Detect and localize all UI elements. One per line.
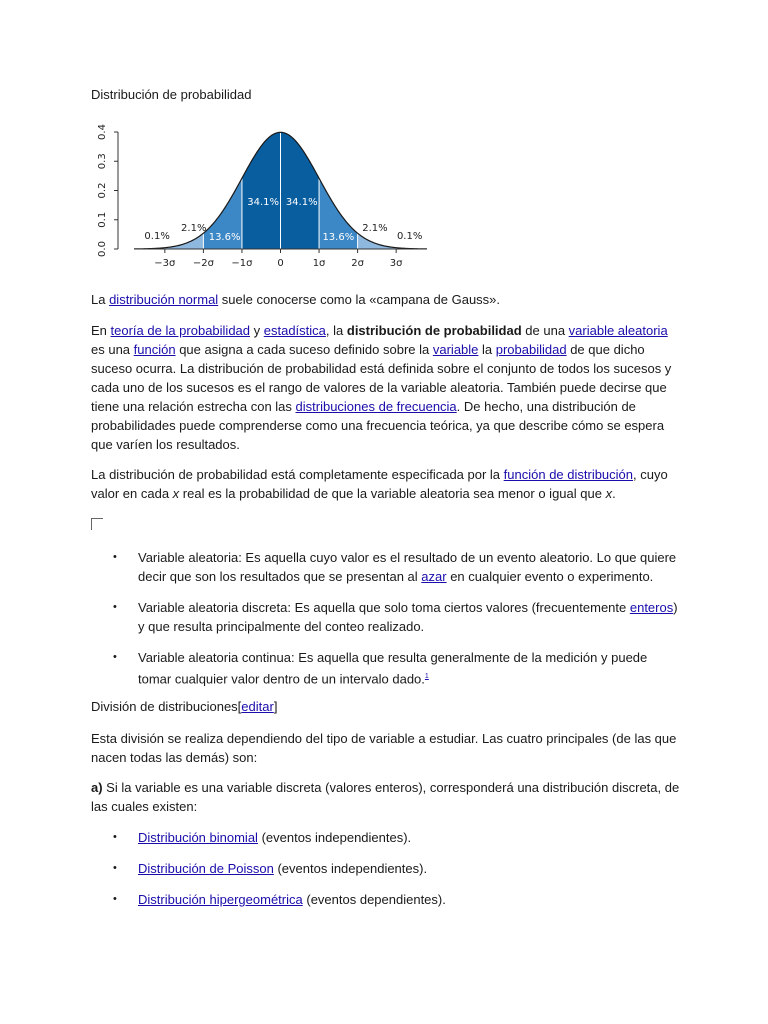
division-paragraph: Esta división se realiza dependiendo del tipo de variable a estudiar. Las cuatro principales (de las que nacen todas las demás) son:: [91, 731, 677, 765]
y-tick-label: 0.0: [97, 241, 108, 257]
region-label: 0.1%: [144, 230, 170, 242]
region-label: 0.1%: [396, 230, 423, 242]
section-heading: División de distribuciones[editar]: [91, 699, 278, 714]
bullet-icon: •: [113, 831, 117, 843]
edit-link[interactable]: editar: [241, 699, 274, 714]
link-enteros[interactable]: enteros: [629, 600, 674, 615]
definition-paragraph: En teoría de la probabilidad y estadística, la distribución de probabilidad de una variable aleatoria es una función que asigna a cada suceso definido sobre la variable la probabilidad de que dicho suceso ocurra. La distribución de probabilidad está definida sobre el conjunto de todos los sucesos y cada uno de los sucesos es el rango de valores de la variable aleatoria. También puede decirse que tiene una relación estrecha con las distribuciones de frecuencia. De hecho, una distribución de probabilidades puede comprenderse como una frecuencia teórica, ya que describe cómo se espera que varíen los resultados.: [91, 323, 672, 452]
list-item: • Variable aleatoria: Es aquella cuyo valor es el resultado de un evento aleatorio. Lo que quiere decir que son los resultados que se presentan al azar en cualquier evento o experimento.: [113, 550, 677, 584]
page-title: Distribución de probabilidad: [91, 87, 252, 102]
chart-region: [281, 132, 320, 249]
y-tick-label: 0.3: [97, 153, 108, 170]
y-tick-label: 0.4: [97, 124, 108, 140]
link-estadistica[interactable]: estadística: [263, 323, 326, 338]
link-funcion[interactable]: función: [133, 342, 176, 357]
link-probabilidad[interactable]: probabilidad: [495, 342, 567, 357]
x-tick-label: −1σ: [231, 258, 253, 269]
normal-distribution-chart: [91, 118, 436, 273]
x-tick-label: 2σ: [351, 258, 364, 269]
list-item: • Variable aleatoria discreta: Es aquella que solo toma ciertos valores (frecuentemente enteros) y que resulta principalmente del conteo realizado.: [113, 600, 678, 634]
link-funcion-distribucion[interactable]: función de distribución: [503, 467, 634, 482]
region-label: 2.1%: [362, 222, 388, 234]
link-distribucion-binomial[interactable]: Distribución binomial: [138, 830, 258, 845]
discrete-paragraph: a) Si la variable es una variable discreta (valores enteros), corresponderá una distribución discreta, de las cuales existen:: [91, 780, 680, 814]
list-item: • Distribución hipergeométrica (eventos dependientes).: [113, 892, 446, 907]
x-tick-label: 0: [277, 258, 284, 269]
specification-paragraph: La distribución de probabilidad está completamente especificada por la función de distribución, cuyo valor en cada x real es la probabilidad de que la variable aleatoria sea menor o igual que x.: [91, 467, 668, 501]
x-tick-label: −3σ: [154, 258, 176, 269]
intro-paragraph: La distribución normal suele conocerse como la «campana de Gauss».: [91, 292, 501, 307]
link-variable[interactable]: variable: [432, 342, 479, 357]
bullet-icon: •: [113, 651, 117, 663]
link-azar[interactable]: azar: [421, 569, 447, 584]
region-label: 2.1%: [181, 222, 207, 234]
list-item: • Variable aleatoria continua: Es aquella que resulta generalmente de la medición y puede tomar cualquier valor dentro de un intervalo dado.$^1$: [113, 650, 648, 687]
x-tick-label: 1σ: [312, 258, 326, 269]
region-label: 34.1%: [247, 197, 280, 209]
region-label: 13.6%: [208, 232, 241, 244]
link-distribucion-poisson[interactable]: Distribución de Poisson: [138, 861, 274, 876]
chart-region: [242, 132, 281, 249]
broken-image-icon: [91, 518, 103, 530]
bullet-icon: •: [113, 551, 117, 563]
discrete-distributions-list: [91, 828, 681, 909]
list-item: • Distribución binomial (eventos independientes).: [113, 830, 412, 845]
bullet-icon: •: [113, 601, 117, 613]
x-tick-label: 3σ: [389, 258, 403, 269]
region-label: 34.1%: [285, 197, 318, 209]
link-teoria-probabilidad[interactable]: teoría de la probabilidad: [110, 323, 251, 338]
y-tick-label: 0.2: [97, 182, 108, 199]
bullet-icon: •: [113, 862, 117, 874]
y-tick-label: 0.1: [97, 211, 108, 228]
link-distribuciones-frecuencia[interactable]: distribuciones de frecuencia: [295, 399, 457, 414]
link-distribucion-normal[interactable]: distribución normal: [109, 292, 219, 307]
bullet-icon: •: [113, 893, 117, 905]
reference-link[interactable]: 1: [424, 673, 429, 680]
region-label: 13.6%: [322, 232, 355, 244]
variable-types-list: [91, 548, 681, 688]
link-distribucion-hipergeometrica[interactable]: Distribución hipergeométrica: [138, 892, 303, 907]
link-variable-aleatoria[interactable]: variable aleatoria: [568, 323, 668, 338]
list-item: • Distribución de Poisson (eventos independientes).: [113, 861, 428, 876]
x-tick-label: −2σ: [192, 258, 214, 269]
